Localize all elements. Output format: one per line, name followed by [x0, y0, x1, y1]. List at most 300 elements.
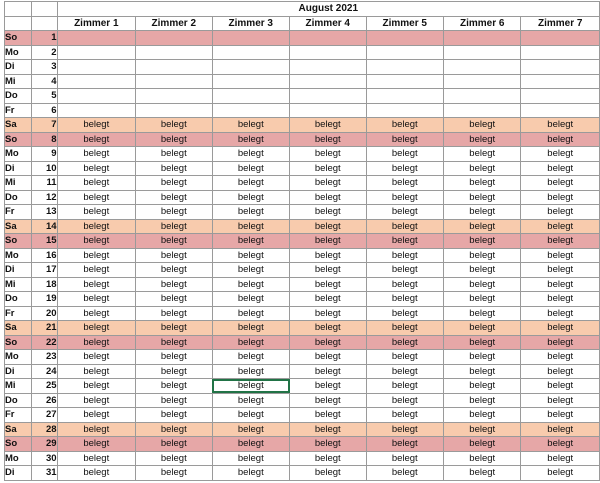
column-header-3[interactable]: Zimmer 3 [212, 16, 289, 31]
weekday-cell[interactable]: Fr [5, 306, 32, 321]
weekday-cell[interactable]: So [5, 132, 32, 147]
booking-cell[interactable]: belegt [521, 263, 600, 278]
day-number-cell[interactable]: 15 [31, 234, 57, 249]
booking-cell[interactable]: belegt [366, 219, 443, 234]
booking-cell[interactable]: belegt [521, 364, 600, 379]
booking-cell[interactable]: belegt [290, 248, 367, 263]
day-number-cell[interactable]: 18 [31, 277, 57, 292]
booking-cell[interactable]: belegt [136, 118, 213, 133]
booking-cell[interactable] [444, 31, 521, 46]
day-number-cell[interactable]: 9 [31, 147, 57, 162]
booking-cell[interactable]: belegt [521, 219, 600, 234]
booking-cell[interactable] [444, 89, 521, 104]
booking-cell[interactable] [290, 89, 367, 104]
booking-cell[interactable]: belegt [444, 234, 521, 249]
booking-cell[interactable]: belegt [444, 219, 521, 234]
weekday-cell[interactable]: So [5, 335, 32, 350]
booking-cell[interactable]: belegt [366, 205, 443, 220]
booking-cell[interactable]: belegt [136, 379, 213, 394]
booking-cell[interactable]: belegt [57, 451, 135, 466]
booking-cell[interactable]: belegt [136, 292, 213, 307]
booking-cell[interactable]: belegt [366, 292, 443, 307]
weekday-cell[interactable]: Fr [5, 205, 32, 220]
booking-cell[interactable] [57, 74, 135, 89]
day-number-cell[interactable]: 4 [31, 74, 57, 89]
booking-cell[interactable]: belegt [136, 205, 213, 220]
booking-cell[interactable] [57, 60, 135, 75]
booking-cell[interactable]: belegt [366, 321, 443, 336]
weekday-cell[interactable]: Mi [5, 176, 32, 191]
booking-cell[interactable]: belegt [290, 219, 367, 234]
weekday-cell[interactable]: Di [5, 263, 32, 278]
booking-cell[interactable]: belegt [212, 248, 289, 263]
booking-cell[interactable]: belegt [290, 379, 367, 394]
booking-cell[interactable]: belegt [212, 437, 289, 452]
booking-cell[interactable]: belegt [212, 132, 289, 147]
booking-cell[interactable]: belegt [521, 234, 600, 249]
booking-cell[interactable]: belegt [444, 466, 521, 481]
booking-cell[interactable]: belegt [444, 147, 521, 162]
selected-booking-cell[interactable]: belegt [212, 379, 289, 394]
booking-cell[interactable]: belegt [366, 335, 443, 350]
booking-cell[interactable] [290, 103, 367, 118]
day-number-cell[interactable]: 25 [31, 379, 57, 394]
day-number-cell[interactable]: 10 [31, 161, 57, 176]
booking-cell[interactable] [521, 74, 600, 89]
day-number-cell[interactable]: 8 [31, 132, 57, 147]
booking-cell[interactable]: belegt [290, 118, 367, 133]
booking-cell[interactable] [212, 74, 289, 89]
booking-cell[interactable]: belegt [212, 219, 289, 234]
booking-cell[interactable]: belegt [366, 118, 443, 133]
booking-cell[interactable] [136, 60, 213, 75]
booking-cell[interactable]: belegt [290, 321, 367, 336]
booking-cell[interactable]: belegt [136, 219, 213, 234]
booking-cell[interactable]: belegt [444, 205, 521, 220]
table-row [5, 466, 600, 481]
sheet-body [5, 31, 600, 481]
booking-cell[interactable]: belegt [521, 161, 600, 176]
booking-cell[interactable]: belegt [212, 422, 289, 437]
weekday-cell[interactable]: Mo [5, 147, 32, 162]
day-number-cell[interactable]: 22 [31, 335, 57, 350]
table-row [5, 89, 600, 104]
booking-cell[interactable]: belegt [57, 321, 135, 336]
booking-cell[interactable]: belegt [366, 437, 443, 452]
booking-cell[interactable]: belegt [290, 205, 367, 220]
booking-cell[interactable]: belegt [212, 306, 289, 321]
booking-cell[interactable]: belegt [136, 277, 213, 292]
booking-cell[interactable]: belegt [521, 335, 600, 350]
booking-cell[interactable] [212, 31, 289, 46]
booking-cell[interactable]: belegt [212, 118, 289, 133]
booking-cell[interactable]: belegt [212, 350, 289, 365]
table-row [5, 248, 600, 263]
booking-cell[interactable]: belegt [366, 451, 443, 466]
booking-cell[interactable]: belegt [136, 147, 213, 162]
booking-cell[interactable]: belegt [366, 350, 443, 365]
booking-cell[interactable] [212, 45, 289, 60]
booking-cell[interactable]: belegt [366, 161, 443, 176]
booking-cell[interactable]: belegt [290, 451, 367, 466]
day-number-cell[interactable]: 1 [31, 31, 57, 46]
booking-cell[interactable]: belegt [366, 379, 443, 394]
weekday-cell[interactable]: Sa [5, 422, 32, 437]
header-row [5, 16, 600, 31]
day-number-cell[interactable]: 27 [31, 408, 57, 423]
booking-cell[interactable]: belegt [212, 408, 289, 423]
booking-cell[interactable]: belegt [57, 335, 135, 350]
booking-cell[interactable]: belegt [290, 306, 367, 321]
booking-cell[interactable]: belegt [136, 393, 213, 408]
day-number-cell[interactable]: 19 [31, 292, 57, 307]
booking-cell[interactable] [521, 45, 600, 60]
weekday-cell[interactable]: Mo [5, 350, 32, 365]
booking-cell[interactable] [57, 89, 135, 104]
booking-cell[interactable] [521, 31, 600, 46]
booking-cell[interactable]: belegt [57, 408, 135, 423]
weekday-cell[interactable]: Do [5, 190, 32, 205]
booking-cell[interactable]: belegt [212, 466, 289, 481]
weekday-cell[interactable]: Mi [5, 74, 32, 89]
booking-cell[interactable]: belegt [444, 451, 521, 466]
booking-cell[interactable]: belegt [521, 277, 600, 292]
booking-cell[interactable]: belegt [290, 422, 367, 437]
day-number-cell[interactable]: 14 [31, 219, 57, 234]
booking-cell[interactable]: belegt [290, 190, 367, 205]
booking-cell[interactable]: belegt [136, 335, 213, 350]
booking-cell[interactable]: belegt [521, 306, 600, 321]
booking-cell[interactable]: belegt [521, 379, 600, 394]
weekday-cell[interactable]: Do [5, 393, 32, 408]
booking-cell[interactable]: belegt [136, 422, 213, 437]
booking-cell[interactable]: belegt [290, 437, 367, 452]
column-header-6[interactable]: Zimmer 6 [444, 16, 521, 31]
booking-cell[interactable]: belegt [212, 176, 289, 191]
booking-cell[interactable]: belegt [57, 190, 135, 205]
weekday-cell[interactable]: Do [5, 89, 32, 104]
booking-cell[interactable]: belegt [366, 234, 443, 249]
booking-cell[interactable]: belegt [57, 393, 135, 408]
booking-cell[interactable]: belegt [521, 190, 600, 205]
booking-cell[interactable]: belegt [136, 466, 213, 481]
booking-cell[interactable]: belegt [444, 335, 521, 350]
booking-cell[interactable]: belegt [290, 176, 367, 191]
booking-cell[interactable]: belegt [444, 132, 521, 147]
booking-cell[interactable]: belegt [521, 205, 600, 220]
booking-cell[interactable] [212, 60, 289, 75]
booking-cell[interactable]: belegt [57, 437, 135, 452]
booking-cell[interactable]: belegt [290, 292, 367, 307]
booking-cell[interactable]: belegt [290, 234, 367, 249]
booking-cell[interactable]: belegt [521, 393, 600, 408]
booking-cell[interactable]: belegt [290, 466, 367, 481]
column-header-2[interactable]: Zimmer 2 [136, 16, 213, 31]
booking-cell[interactable] [57, 31, 135, 46]
booking-cell[interactable] [136, 89, 213, 104]
booking-cell[interactable] [290, 74, 367, 89]
weekday-cell[interactable]: Do [5, 292, 32, 307]
header-day-cell[interactable] [31, 16, 57, 31]
booking-cell[interactable]: belegt [57, 132, 135, 147]
booking-cell[interactable] [366, 103, 443, 118]
day-number-cell[interactable]: 21 [31, 321, 57, 336]
day-number-cell[interactable]: 3 [31, 60, 57, 75]
header-weekday-cell[interactable] [5, 16, 32, 31]
day-number-cell[interactable]: 11 [31, 176, 57, 191]
booking-cell[interactable]: belegt [444, 350, 521, 365]
booking-cell[interactable]: belegt [212, 321, 289, 336]
weekday-cell[interactable]: Mi [5, 379, 32, 394]
booking-cell[interactable]: belegt [57, 219, 135, 234]
weekday-cell[interactable]: Di [5, 161, 32, 176]
weekday-cell[interactable]: Di [5, 466, 32, 481]
weekday-cell[interactable]: So [5, 31, 32, 46]
booking-cell[interactable]: belegt [366, 277, 443, 292]
day-number-cell[interactable]: 23 [31, 350, 57, 365]
booking-cell[interactable] [366, 60, 443, 75]
booking-cell[interactable]: belegt [366, 306, 443, 321]
sheet-title[interactable]: August 2021 [57, 2, 599, 17]
day-number-cell[interactable]: 31 [31, 466, 57, 481]
booking-cell[interactable]: belegt [444, 408, 521, 423]
booking-cell[interactable]: belegt [444, 292, 521, 307]
booking-cell[interactable]: belegt [444, 263, 521, 278]
day-number-cell[interactable]: 12 [31, 190, 57, 205]
day-number-cell[interactable]: 26 [31, 393, 57, 408]
booking-cell[interactable]: belegt [521, 422, 600, 437]
booking-cell[interactable]: belegt [212, 335, 289, 350]
booking-cell[interactable]: belegt [366, 248, 443, 263]
table-row [5, 74, 600, 89]
booking-cell[interactable]: belegt [444, 379, 521, 394]
booking-cell[interactable]: belegt [57, 422, 135, 437]
booking-cell[interactable]: belegt [444, 364, 521, 379]
booking-cell[interactable]: belegt [290, 408, 367, 423]
booking-cell[interactable]: belegt [521, 350, 600, 365]
column-header-5[interactable]: Zimmer 5 [366, 16, 443, 31]
day-number-cell[interactable]: 20 [31, 306, 57, 321]
column-header-7[interactable]: Zimmer 7 [521, 16, 600, 31]
booking-cell[interactable]: belegt [212, 190, 289, 205]
booking-cell[interactable]: belegt [290, 132, 367, 147]
weekday-cell[interactable]: Di [5, 364, 32, 379]
day-number-cell[interactable]: 7 [31, 118, 57, 133]
weekday-cell[interactable]: So [5, 437, 32, 452]
booking-cell[interactable]: belegt [212, 147, 289, 162]
weekday-cell[interactable]: Mi [5, 277, 32, 292]
booking-cell[interactable]: belegt [212, 263, 289, 278]
weekday-cell[interactable]: Mo [5, 248, 32, 263]
booking-cell[interactable]: belegt [136, 306, 213, 321]
booking-cell[interactable]: belegt [136, 350, 213, 365]
booking-cell[interactable]: belegt [136, 190, 213, 205]
booking-cell[interactable]: belegt [212, 364, 289, 379]
booking-cell[interactable]: belegt [521, 292, 600, 307]
booking-cell[interactable]: belegt [444, 190, 521, 205]
booking-cell[interactable]: belegt [136, 437, 213, 452]
booking-cell[interactable] [444, 45, 521, 60]
booking-cell[interactable]: belegt [136, 263, 213, 278]
booking-cell[interactable]: belegt [521, 118, 600, 133]
booking-cell[interactable]: belegt [136, 234, 213, 249]
booking-cell[interactable]: belegt [366, 132, 443, 147]
day-number-cell[interactable]: 6 [31, 103, 57, 118]
booking-cell[interactable]: belegt [57, 234, 135, 249]
day-number-cell[interactable]: 13 [31, 205, 57, 220]
booking-cell[interactable]: belegt [366, 176, 443, 191]
booking-cell[interactable]: belegt [444, 176, 521, 191]
booking-cell[interactable]: belegt [366, 364, 443, 379]
booking-cell[interactable] [136, 74, 213, 89]
booking-cell[interactable]: belegt [136, 176, 213, 191]
booking-cell[interactable]: belegt [366, 408, 443, 423]
booking-cell[interactable]: belegt [290, 161, 367, 176]
booking-cell[interactable]: belegt [444, 422, 521, 437]
booking-cell[interactable] [444, 74, 521, 89]
booking-cell[interactable] [366, 89, 443, 104]
booking-cell[interactable]: belegt [136, 161, 213, 176]
booking-cell[interactable] [521, 103, 600, 118]
weekday-cell[interactable]: Mo [5, 451, 32, 466]
booking-cell[interactable] [290, 45, 367, 60]
booking-cell[interactable]: belegt [366, 190, 443, 205]
day-number-cell[interactable]: 29 [31, 437, 57, 452]
booking-cell[interactable]: belegt [136, 132, 213, 147]
booking-cell[interactable]: belegt [290, 350, 367, 365]
day-number-cell[interactable]: 28 [31, 422, 57, 437]
day-number-cell[interactable]: 30 [31, 451, 57, 466]
booking-cell[interactable]: belegt [290, 263, 367, 278]
booking-cell[interactable]: belegt [136, 364, 213, 379]
booking-cell[interactable]: belegt [521, 437, 600, 452]
booking-cell[interactable]: belegt [290, 364, 367, 379]
booking-cell[interactable]: belegt [57, 263, 135, 278]
booking-cell[interactable]: belegt [212, 451, 289, 466]
booking-cell[interactable]: belegt [57, 466, 135, 481]
booking-cell[interactable]: belegt [290, 393, 367, 408]
booking-cell[interactable]: belegt [212, 393, 289, 408]
booking-cell[interactable]: belegt [366, 147, 443, 162]
booking-cell[interactable] [521, 60, 600, 75]
booking-cell[interactable]: belegt [521, 132, 600, 147]
booking-cell[interactable]: belegt [521, 147, 600, 162]
booking-cell[interactable]: belegt [57, 277, 135, 292]
booking-cell[interactable] [366, 31, 443, 46]
booking-cell[interactable] [212, 89, 289, 104]
weekday-cell[interactable]: Mo [5, 45, 32, 60]
table-row [5, 277, 600, 292]
booking-cell[interactable]: belegt [290, 277, 367, 292]
day-number-cell[interactable]: 24 [31, 364, 57, 379]
booking-cell[interactable]: belegt [212, 292, 289, 307]
booking-cell[interactable] [57, 45, 135, 60]
booking-cell[interactable]: belegt [57, 379, 135, 394]
weekday-cell[interactable]: Sa [5, 321, 32, 336]
booking-cell[interactable]: belegt [136, 248, 213, 263]
booking-cell[interactable]: belegt [57, 161, 135, 176]
booking-cell[interactable]: belegt [57, 118, 135, 133]
booking-cell[interactable]: belegt [57, 306, 135, 321]
weekday-cell[interactable]: Fr [5, 408, 32, 423]
booking-cell[interactable] [136, 45, 213, 60]
booking-cell[interactable] [444, 60, 521, 75]
booking-cell[interactable]: belegt [57, 147, 135, 162]
weekday-cell[interactable]: Sa [5, 118, 32, 133]
booking-cell[interactable] [366, 74, 443, 89]
booking-cell[interactable] [212, 103, 289, 118]
booking-cell[interactable]: belegt [444, 118, 521, 133]
booking-cell[interactable]: belegt [212, 234, 289, 249]
booking-cell[interactable]: belegt [57, 205, 135, 220]
booking-cell[interactable]: belegt [57, 364, 135, 379]
booking-cell[interactable]: belegt [521, 176, 600, 191]
booking-cell[interactable] [366, 45, 443, 60]
booking-cell[interactable]: belegt [57, 350, 135, 365]
booking-cell[interactable]: belegt [521, 451, 600, 466]
booking-cell[interactable]: belegt [444, 321, 521, 336]
weekday-cell[interactable]: Sa [5, 219, 32, 234]
weekday-cell[interactable]: Fr [5, 103, 32, 118]
title-row [5, 2, 600, 17]
booking-cell[interactable]: belegt [57, 176, 135, 191]
booking-cell[interactable]: belegt [444, 437, 521, 452]
booking-cell[interactable]: belegt [444, 277, 521, 292]
day-number-cell[interactable]: 5 [31, 89, 57, 104]
booking-cell[interactable]: belegt [444, 248, 521, 263]
booking-cell[interactable]: belegt [366, 466, 443, 481]
booking-cell[interactable]: belegt [521, 321, 600, 336]
day-number-cell[interactable]: 2 [31, 45, 57, 60]
weekday-cell[interactable]: So [5, 234, 32, 249]
booking-cell[interactable]: belegt [212, 161, 289, 176]
title-spacer-num[interactable] [31, 2, 57, 17]
booking-cell[interactable]: belegt [57, 292, 135, 307]
booking-cell[interactable]: belegt [212, 205, 289, 220]
day-number-cell[interactable]: 16 [31, 248, 57, 263]
booking-cell[interactable]: belegt [444, 306, 521, 321]
booking-cell[interactable]: belegt [521, 248, 600, 263]
booking-cell[interactable]: belegt [290, 335, 367, 350]
booking-cell[interactable] [290, 60, 367, 75]
booking-cell[interactable]: belegt [366, 422, 443, 437]
booking-cell[interactable] [444, 103, 521, 118]
booking-cell[interactable] [57, 103, 135, 118]
day-number-cell[interactable]: 17 [31, 263, 57, 278]
booking-cell[interactable]: belegt [212, 277, 289, 292]
booking-cell[interactable]: belegt [136, 451, 213, 466]
booking-cell[interactable] [136, 31, 213, 46]
column-header-4[interactable]: Zimmer 4 [290, 16, 367, 31]
booking-cell[interactable]: belegt [366, 263, 443, 278]
table-row [5, 60, 600, 75]
booking-cell[interactable]: belegt [444, 393, 521, 408]
booking-cell[interactable]: belegt [366, 393, 443, 408]
title-spacer-day[interactable] [5, 2, 32, 17]
booking-cell[interactable]: belegt [136, 408, 213, 423]
column-header-1[interactable]: Zimmer 1 [57, 16, 135, 31]
booking-cell[interactable] [136, 103, 213, 118]
booking-cell[interactable] [521, 89, 600, 104]
booking-cell[interactable]: belegt [290, 147, 367, 162]
booking-cell[interactable] [290, 31, 367, 46]
booking-cell[interactable]: belegt [521, 408, 600, 423]
booking-cell[interactable]: belegt [57, 248, 135, 263]
booking-cell[interactable]: belegt [521, 466, 600, 481]
booking-cell[interactable]: belegt [444, 161, 521, 176]
weekday-cell[interactable]: Di [5, 60, 32, 75]
booking-cell[interactable]: belegt [136, 321, 213, 336]
